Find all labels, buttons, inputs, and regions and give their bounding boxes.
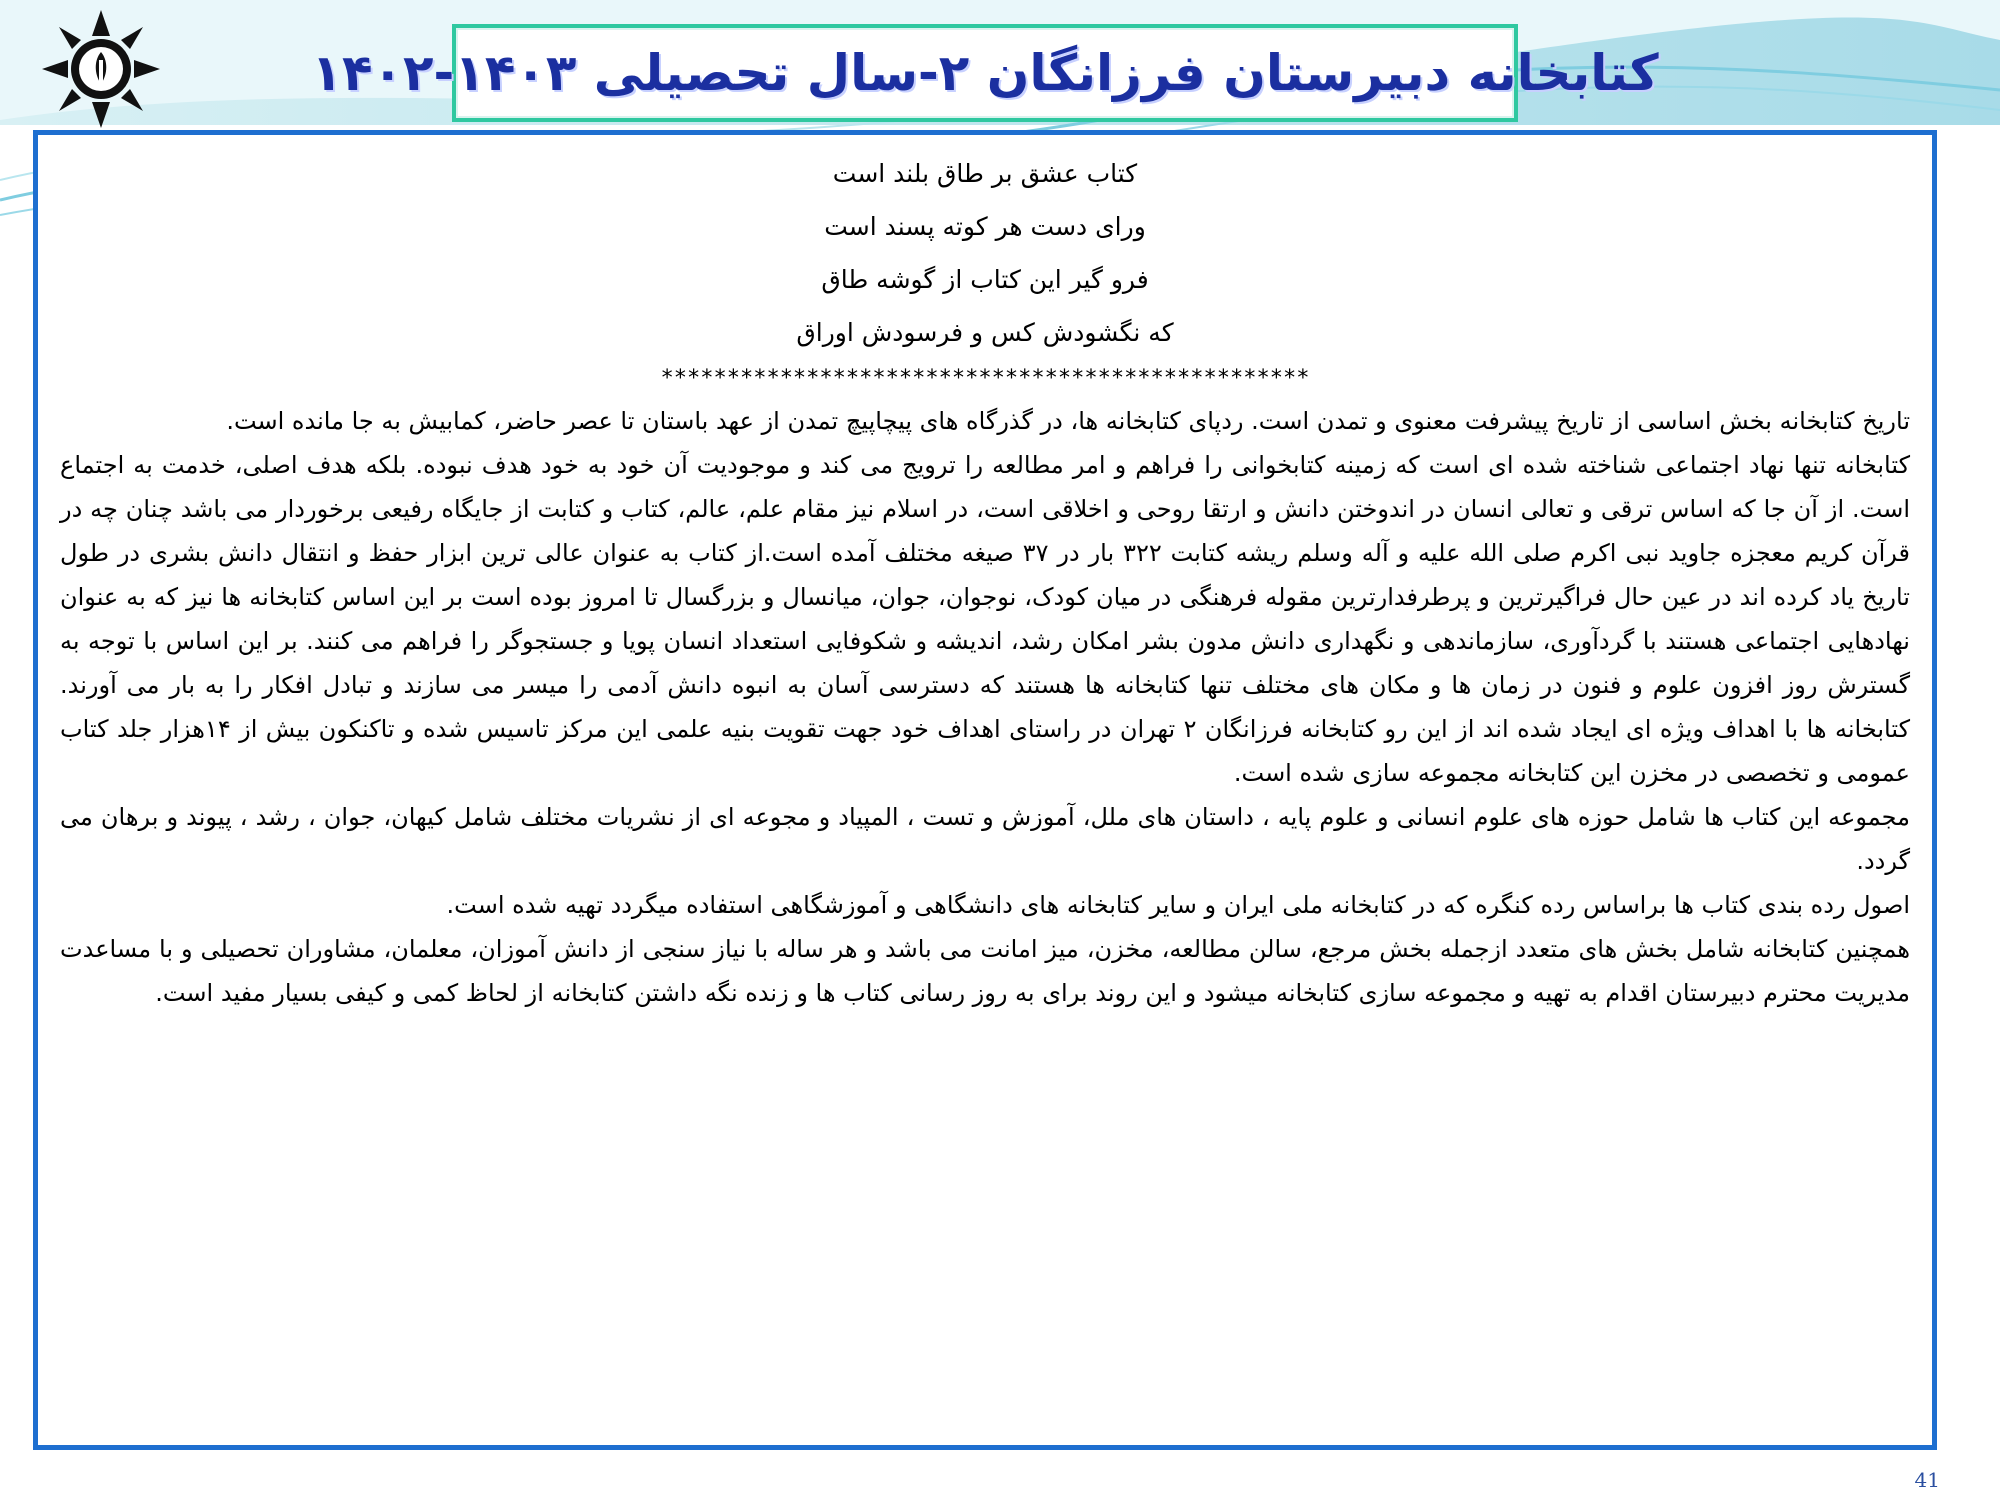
- poem-line: فرو گیر این کتاب از گوشه طاق: [821, 265, 1149, 294]
- content-panel: [33, 130, 1937, 1450]
- separator-line: *************************************************: [660, 366, 1310, 391]
- paragraph-history: تاریخ کتابخانه بخش اساسی از تاریخ پیشرفت معنوی و تمدن است. ردپای کتابخانه ها، در گذرگاه های پیچاپیچ تمدن از عهد باستان تا عصر حاضر، کمابیش به جا مانده است.: [226, 407, 1910, 435]
- poem-line: کتاب عشق بر طاق بلند است: [832, 159, 1138, 188]
- poem: [60, 147, 1910, 359]
- paragraph-classification: اصول رده بندی کتاب ها براساس رده کنگره که در کتابخانه ملی ایران و سایر کتابخانه های دانشگاهی و آموزشگاهی استفاده میگردد تهیه شده است.: [446, 891, 1910, 919]
- poem-line: ورای دست هر کوته پسند است: [824, 212, 1146, 241]
- paragraph-collection: مجموعه این کتاب ها شامل حوزه های علوم انسانی و علوم پایه ، داستان های ملل، آموزش و تست ، المپیاد و مجوعه ای از نشریات مختلف شامل کیهان، جوان ، رشد ، پیوند و برهان می گردد.: [60, 803, 1910, 875]
- paragraph-library-role: کتابخانه تنها نهاد اجتماعی شناخته شده ای است که زمینه کتابخوانی را فراهم و امر مطالعه را ترویج می کند و موجودیت آن خود به خود هدف نبوده. بلکه هدف اصلی، خدمت به اجتماع است. از آن جا که اساس ترقی و تعالی انسان در اندوختن دانش و ارتقا روحی و اخلاقی است، در اسلام نیز مقام علم، عالم، کتاب و کتابت از جایگاه رفیعی برخوردار می باشد چنان چه در قرآن کریم معجزه جاوید نبی اکرم صلی الله علیه و آله وسلم ریشه کتابت ۳۲۲ بار در ۳۷ صیغه مختلف آمده است.از کتاب به عنوان عالی ترین ابزار حفظ و انتقال دانش بشری در طول تاریخ یاد کرده اند در عین حال فراگیرترین و پرطرفدارترین مقوله فرهنگی در میان کودک، نوجوان، جوان، میانسال و بزرگسال تا امروز بوده است بر این اساس کتابخانه ها نیز که به عنوان نهادهایی اجتماعی هستند با گردآوری، سازماندهی و نگهداری دانش مدون بشر امکان رشد، اندیشه و شکوفایی استعداد انسان پویا و جستجوگر را فراهم می کنند. بر این اساس با توجه به گسترش روز افزون علوم و فنون در زمان ها و مکان های مختلف تنها کتابخانه ها هستند که دسترسی آسان به انبوه دانش آدمی را میسر می سازند و تبادل افکار را به بار می آورند. کتابخانه ها با اهداف ویژه ای ایجاد شده اند از این رو کتابخانه فرزانگان ۲ تهران در راستای اهداف خود جهت تقویت بنیه علمی این مرکز تاسیس شده و تاکنکون بیش از ۱۴هزار جلد کتاب عمومی و تخصصی در مخزن این کتابخانه مجموعه سازی شده است.: [60, 451, 1911, 787]
- page-number: 41: [1914, 1468, 1940, 1492]
- paragraph-sections: همچنین کتابخانه شامل بخش های متعدد ازجمله بخش مرجع، سالن مطالعه، مخزن، میز امانت می باشد و هر ساله با نیاز سنجی از دانش آموزان، معلمان، مشاوران تحصیلی و با مساعدت مدیریت محترم دبیرستان اقدام به تهیه و مجموعه سازی کتابخانه میشود و این روند برای به روز رسانی کتاب ها و زنده نگه داشتن کتابخانه از لحاظ کمی و کیفی بسیار مفید است.: [60, 935, 1910, 1007]
- emblem-logo-icon: [40, 8, 162, 130]
- page-title: کتابخانه دبیرستان فرزانگان ۲-سال تحصیلی ۱۴۰۳-۱۴۰۲: [311, 44, 1659, 102]
- title-banner: [311, 24, 1659, 122]
- poem-line: که نگشودش کس و فرسودش اوراق: [796, 318, 1174, 347]
